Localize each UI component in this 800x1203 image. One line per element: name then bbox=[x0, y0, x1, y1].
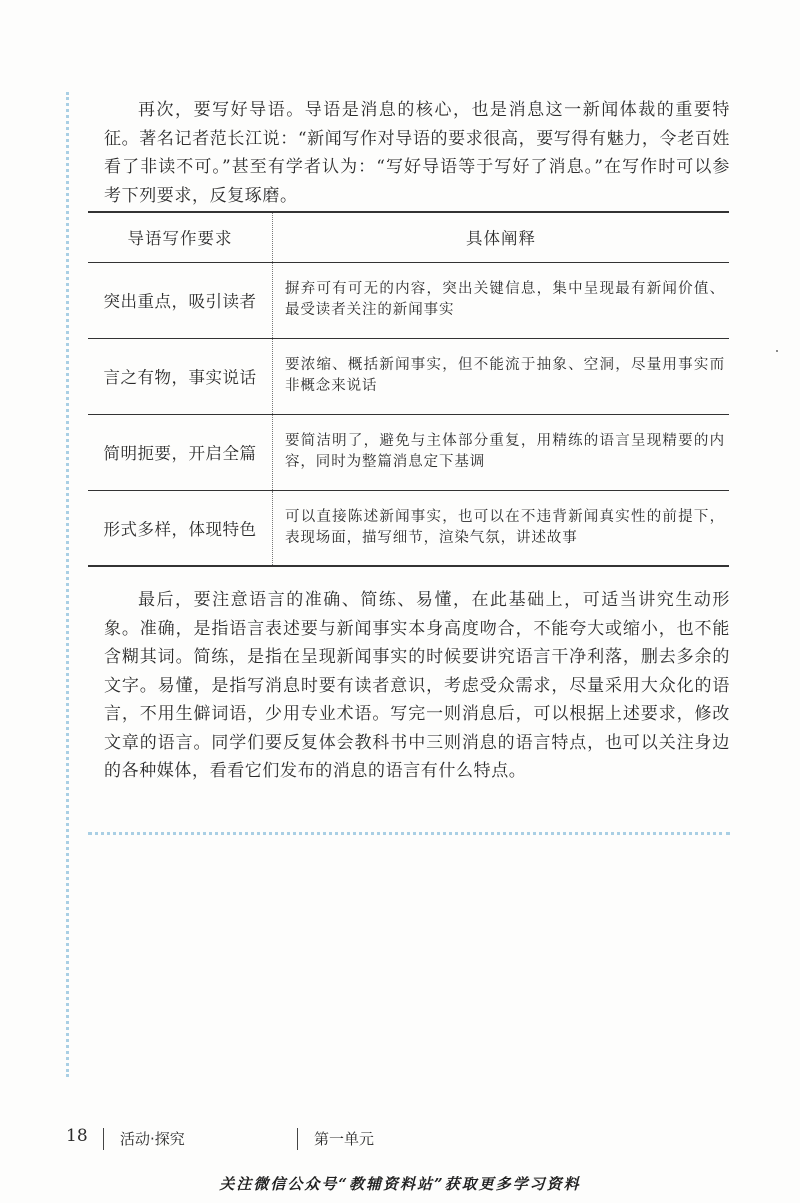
section-end-dotted-divider bbox=[88, 832, 730, 835]
table-row bbox=[88, 414, 729, 490]
footer-unit-title: 第一单元 bbox=[314, 1130, 375, 1148]
left-dotted-rail bbox=[66, 92, 69, 1077]
footer-divider bbox=[103, 1128, 104, 1150]
table-row bbox=[88, 490, 729, 566]
paragraph-lead-writing: 再次，要写好导语。导语是消息的核心，也是消息这一新闻体裁的重要特征。著名记者范长江说：“新闻写作对导语的要求很高，要写得有魅力，令老百姓看了非读不可。”甚至有学者认为：“写好导语等于写好了消息。”在写作时可以参考下列要求，反复琢磨。 bbox=[104, 100, 730, 206]
table-row bbox=[88, 338, 729, 414]
paragraph-language: 最后，要注意语言的准确、简练、易懂，在此基础上，可适当讲究生动形象。准确，是指语言表述要与新闻事实本身高度吻合，不能夸大或缩小，也不能含糊其词。简练，是指在呈现新闻事实的时候要讲究语言干净利落，删去多余的文字。易懂，是指写消息时要有读者意识，考虑受众需求，尽量采用大众化的语言，不用生僻词语，少用专业术语。写完一则消息后，可以根据上述要求，修改文章的语言。同学们要反复体会教科书中三则消息的语言特点，也可以关注身边的各种媒体，看看它们发布的消息的语言有什么特点。 bbox=[104, 590, 730, 781]
header-explanation: 具体阐释 bbox=[466, 229, 536, 249]
row-explanation: 要浓缩、概括新闻事实，但不能流于抽象、空洞，尽量用事实而非概念来说话 bbox=[285, 357, 725, 394]
lead-requirements-table bbox=[88, 211, 729, 567]
page-footer bbox=[0, 1126, 800, 1156]
header-requirement: 导语写作要求 bbox=[88, 212, 273, 262]
row-explanation: 要简洁明了，避免与主体部分重复，用精练的语言呈现精要的内容，同时为整篇消息定下基调 bbox=[285, 433, 725, 470]
table-header-row bbox=[88, 212, 729, 262]
table-row bbox=[88, 262, 729, 338]
row-requirement: 形式多样，体现特色 bbox=[88, 490, 273, 566]
scan-speck bbox=[776, 350, 778, 352]
row-requirement: 突出重点，吸引读者 bbox=[88, 262, 273, 338]
handwritten-watermark: 关注微信公众号“教辅资料站”获取更多学习资料 bbox=[219, 1175, 581, 1193]
row-requirement: 简明扼要，开启全篇 bbox=[88, 414, 273, 490]
footer-section-title: 活动·探究 bbox=[120, 1130, 185, 1148]
row-explanation: 摒弃可有可无的内容，突出关键信息，集中呈现最有新闻价值、最受读者关注的新闻事实 bbox=[285, 281, 725, 318]
row-requirement: 言之有物，事实说话 bbox=[88, 338, 273, 414]
page-number: 18 bbox=[66, 1126, 88, 1146]
footer-divider bbox=[297, 1128, 298, 1150]
row-explanation: 可以直接陈述新闻事实，也可以在不违背新闻真实性的前提下，表现场面，描写细节，渲染气氛，讲述故事 bbox=[285, 508, 725, 546]
